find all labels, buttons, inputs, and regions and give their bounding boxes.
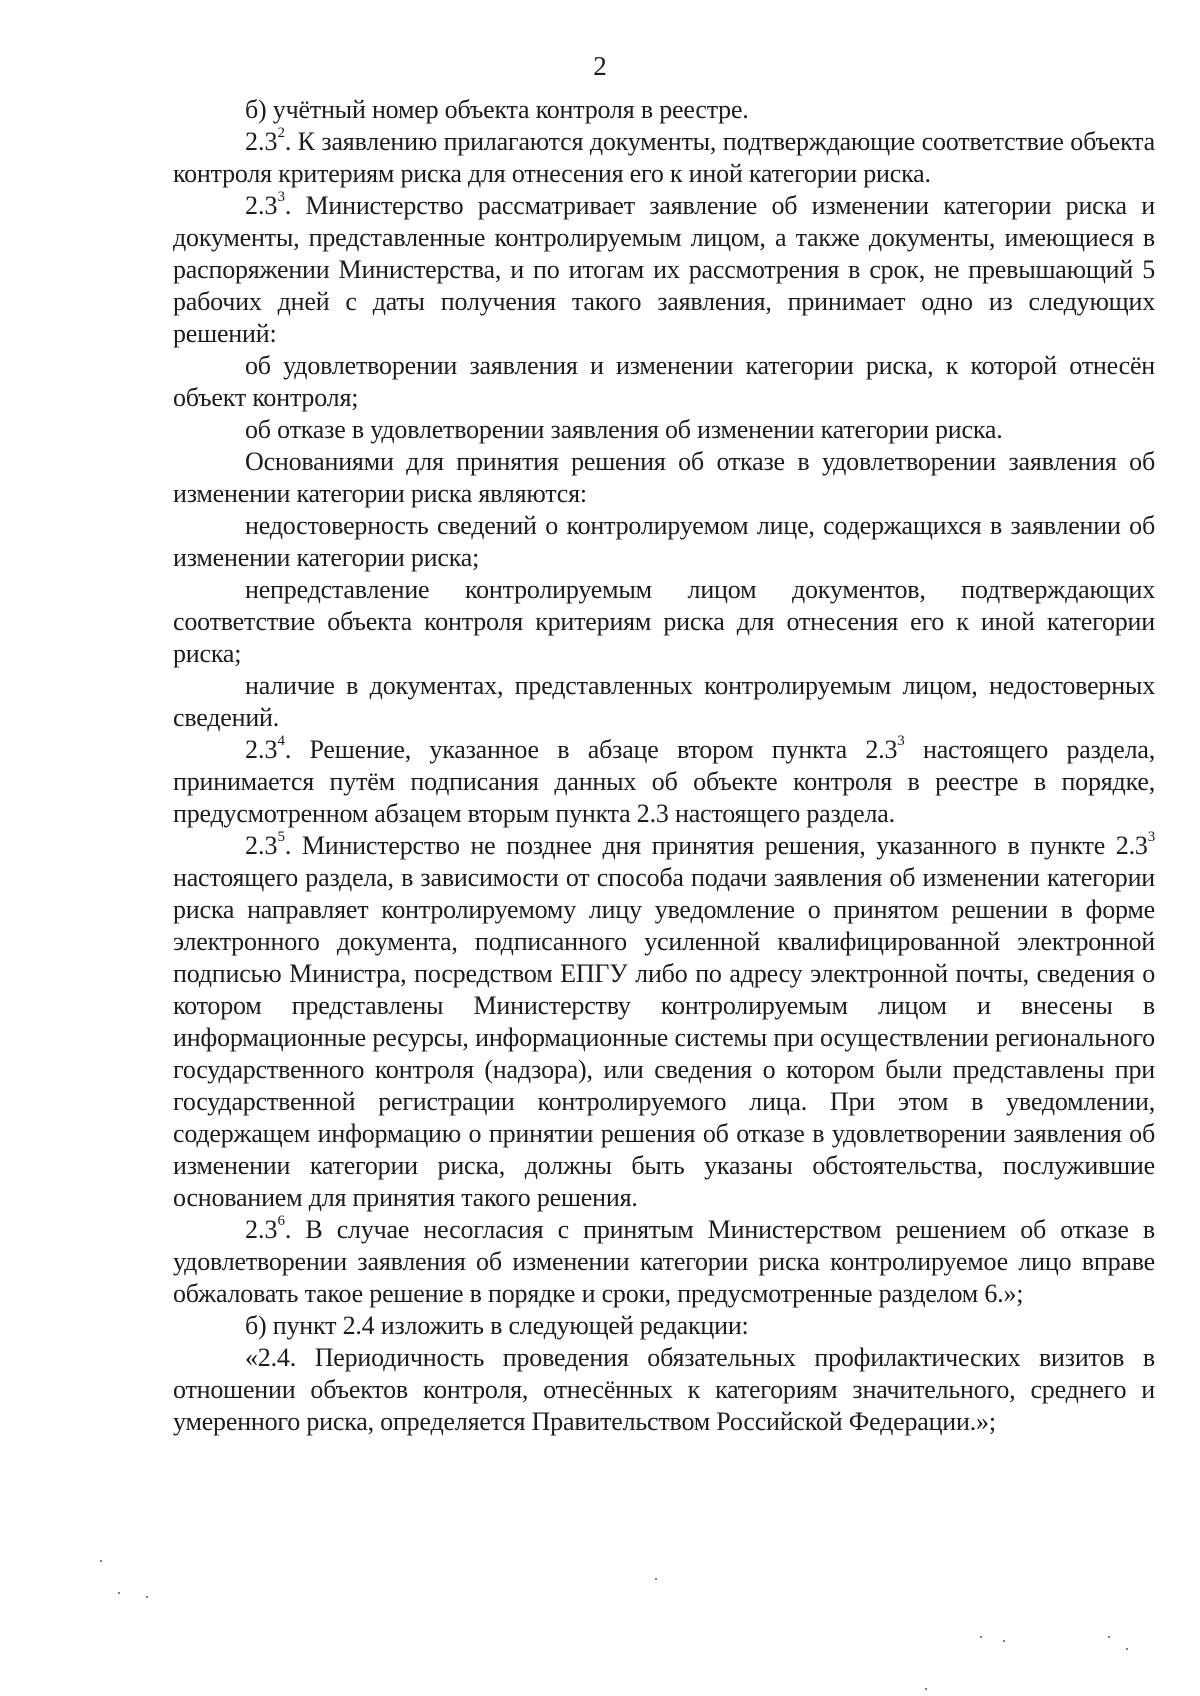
scan-speck (925, 1688, 927, 1690)
paragraph-2-3-5 (173, 830, 1155, 1214)
paragraph-decision-refuse: об отказе в удовлетворении заявления об изменении категории риска. (245, 415, 1003, 444)
paragraph-2-3-4 (173, 734, 1155, 830)
page-number: 2 (593, 51, 607, 81)
paragraph-ground-unreliable: недостоверность сведений о контролируемом лице, содержащихся в заявлении об изменении категории риска; (173, 511, 1155, 572)
document-body (173, 94, 1155, 1438)
paragraph-item-2-4-new-text: «2.4. Периодичность проведения обязательных профилактических визитов в отношении объектов контроля, отнесённых к категориям значительного, среднего и умеренного риска, определяется Правительством Российской Федерации.»; (173, 1343, 1155, 1436)
paragraph-item-2-4-intro: б) пункт 2.4 изложить в следующей редакции: (245, 1311, 749, 1340)
reference-superscript: 3 (897, 733, 905, 750)
scan-speck (980, 1636, 982, 1638)
clause-text: . К заявлению прилагаются документы, подтверждающие соответствие объекта контроля критериям риска для отнесения его к иной категории риска. (173, 127, 1155, 188)
clause-superscript: 3 (277, 189, 285, 206)
clause-text-continued: настоящего раздела, принимается путём подписания данных об объекте контроля в реестре в порядке, предусмотренном абзацем вторым пункта 2.3 настоящего раздела. (173, 735, 1155, 828)
scan-speck (1108, 1636, 1110, 1638)
paragraph-decision-approve: об удовлетворении заявления и изменении категории риска, к которой отнесён объект контроля; (173, 351, 1155, 412)
paragraph-2-3-6 (173, 1214, 1155, 1310)
scan-speck (100, 1560, 102, 1562)
clause-number: 2.3 (245, 735, 278, 764)
clause-superscript: 2 (277, 125, 285, 142)
paragraph-2-3-2 (173, 126, 1155, 190)
paragraph-registry-number: б) учётный номер объекта контроля в реестре. (245, 95, 749, 124)
clause-number: 2.3 (245, 127, 278, 156)
paragraph-ground-missing-docs: непредставление контролируемым лицом документов, подтверждающих соответствие объекта контроля критериям риска для отнесения его к иной категории риска; (173, 575, 1155, 668)
clause-text: . В случае несогласия с принятым Министерством решением об отказе в удовлетворении заявления об изменении категории риска контролируемое лицо вправе обжаловать такое решение в порядке и сроки, предусмотренные разделом 6.»; (173, 1215, 1155, 1308)
clause-superscript: 6 (277, 1213, 285, 1230)
clause-number: 2.3 (245, 1215, 278, 1244)
scan-speck (1126, 1648, 1128, 1650)
scan-speck (118, 1592, 120, 1594)
clause-superscript: 5 (277, 829, 285, 846)
paragraph-2-3-3 (173, 190, 1155, 350)
clause-text: . Министерство не позднее дня принятия решения, указанного в пункте 2.3 (284, 831, 1148, 860)
clause-text: . Министерство рассматривает заявление об изменении категории риска и документы, представленные контролируемым лицом, а также документы, имеющиеся в распоряжении Министерства, и по итогам их рассмотрения в срок, не превышающий 5 рабочих дней с даты получения такого заявления, принимает одно из следующих решений: (173, 191, 1155, 348)
scan-speck (655, 1578, 657, 1580)
paragraph-refusal-grounds: Основаниями для принятия решения об отказе в удовлетворении заявления об изменении категории риска являются: (173, 447, 1155, 508)
clause-number: 2.3 (245, 191, 278, 220)
clause-text: . Решение, указанное в абзаце втором пункта 2.3 (284, 735, 898, 764)
paragraph-ground-false-info: наличие в документах, представленных контролируемым лицом, недостоверных сведений. (173, 671, 1155, 732)
clause-text-continued: настоящего раздела, в зависимости от способа подачи заявления об изменении категории риска направляет контролируемому лицу уведомление о принятом решении в форме электронного документа, подписанного усиленной квалифицированной электронной подписью Министра, посредством ЕПГУ либо по адресу электронной почты, сведения о котором представлены Министерству контролируемым лицом и внесены в информационные ресурсы, информационные системы при осуществлении регионального государственного контроля (надзора), или сведения о котором были представлены при государственной регистрации контролируемого лица. При этом в уведомлении, содержащем информацию о принятии решения об отказе в удовлетворении заявления об изменении категории риска, должны быть указаны обстоятельства, послужившие основанием для принятия такого решения. (173, 863, 1155, 1212)
clause-superscript: 4 (277, 733, 285, 750)
clause-number: 2.3 (245, 831, 278, 860)
scan-speck (1003, 1640, 1005, 1642)
reference-superscript: 3 (1147, 829, 1155, 846)
scan-speck (146, 1596, 148, 1598)
